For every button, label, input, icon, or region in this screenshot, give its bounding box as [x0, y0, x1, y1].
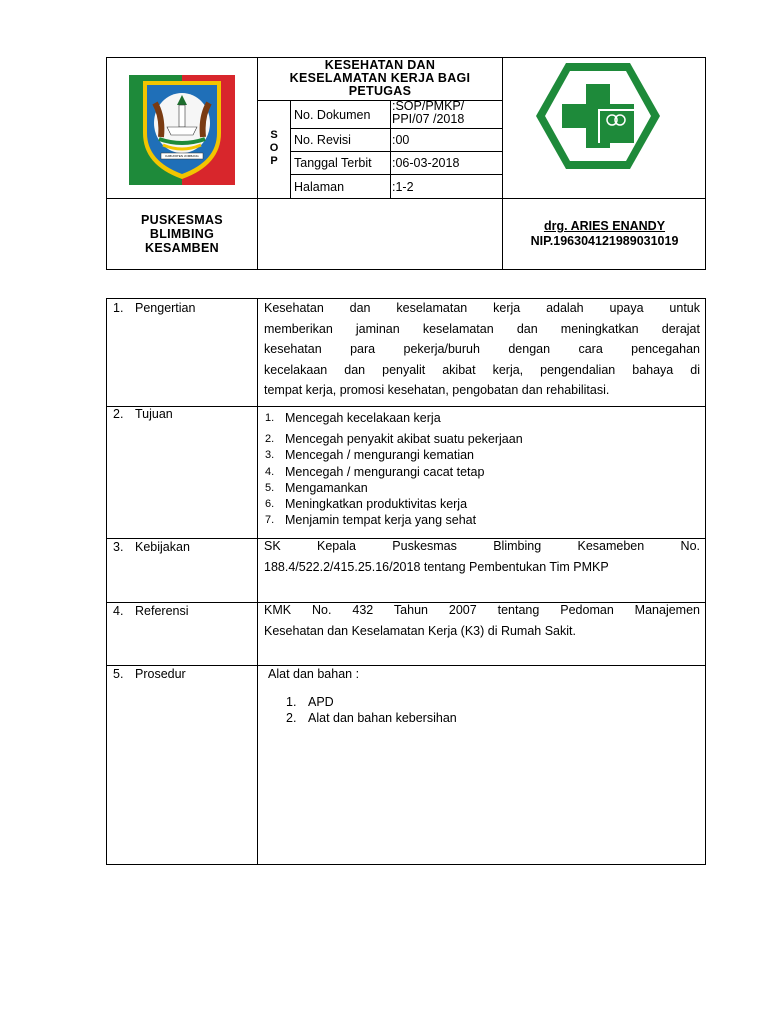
list-item: 4. Mencegah / mengurangi cacat tetap	[265, 464, 485, 479]
list-item: 1. APD	[286, 695, 334, 709]
regency-logo-caption: KABUPATEN JOMBANG	[165, 154, 199, 158]
section-body-kebijakan: SK Kepala Puskesmas Blimbing Kesameben No. 188.4/522.2/415.25.16/2018 tentang Pembentukan Tim PMKP	[264, 539, 700, 574]
puskesmas-logo	[534, 60, 662, 172]
signer-nip: NIP.196304121989031019	[530, 234, 679, 248]
list-item: 2. Alat dan bahan kebersihan	[286, 711, 457, 726]
section-label-tujuan: 2. Tujuan	[113, 407, 173, 421]
section-body-prosedur	[268, 666, 698, 726]
section-label-prosedur: 5. Prosedur	[113, 667, 186, 681]
meta-label-halaman: Halaman	[294, 179, 345, 194]
list-item: 3. Mencegah / mengurangi kematian	[265, 448, 475, 463]
meta-label-no-revisi: No. Revisi	[294, 133, 351, 147]
section-body-referensi: KMK No. 432 Tahun 2007 tentang Pedoman Manajemen Kesehatan dan Keselamatan Kerja (K3) di Rumah Sakit.	[264, 603, 700, 638]
list-item: 7. Menjamin tempat kerja yang sehat	[265, 513, 477, 528]
meta-label-no-dokumen: No. Dokumen	[294, 107, 371, 122]
section-label-referensi: 4. Referensi	[113, 604, 189, 618]
section-label-pengertian: 1. Pengertian	[113, 301, 196, 315]
meta-value-no-dokumen: :SOP/PMKP/ PPI/07 /2018	[392, 99, 465, 126]
sop-label: S O P	[269, 129, 279, 167]
meta-value-tanggal-terbit: :06-03-2018	[392, 156, 460, 170]
signer-block	[503, 219, 706, 249]
list-item: 5. Mengamankan	[265, 480, 368, 495]
list-item: 6. Meningkatkan produktivitas kerja	[265, 497, 468, 512]
content-label-divider	[257, 298, 258, 865]
meta-value-no-revisi: :00	[392, 133, 410, 147]
organization-name: PUSKESMAS BLIMBING KESAMBEN	[141, 213, 223, 255]
list-item: 1. Mencegah kecelakaan kerja	[265, 411, 441, 425]
list-item: 2. Mencegah penyakit akibat suatu pekerjaan	[265, 432, 523, 447]
meta-value-halaman: :1-2	[392, 179, 414, 194]
regency-shield-icon	[127, 73, 237, 187]
meta-label-tanggal-terbit: Tanggal Terbit	[294, 156, 372, 170]
section-body-tujuan	[265, 410, 701, 528]
prosedur-intro: Alat dan bahan :	[268, 667, 360, 681]
document-title: KESEHATAN DAN KESELAMATAN KERJA BAGI PETUGAS	[289, 58, 471, 98]
section-label-kebijakan: 3. Kebijakan	[113, 540, 190, 554]
section-body-pengertian: Kesehatan dan keselamatan kerja adalah upaya untuk memberikan jaminan keselamatan dan meningkatkan derajat kesehatan para pekerja/buruh dengan cara pencegahan kecelakaan dan penyalit akibat kerja, pengendalian bahaya di tempat kerja, promosi kesehatan, pengobatan dan rehabilitasi.	[264, 301, 700, 397]
regency-logo	[127, 73, 237, 187]
signer-name: drg. ARIES ENANDY	[543, 219, 666, 233]
header-divider-horizontal	[106, 198, 706, 199]
puskesmas-cross-icon	[534, 60, 662, 172]
